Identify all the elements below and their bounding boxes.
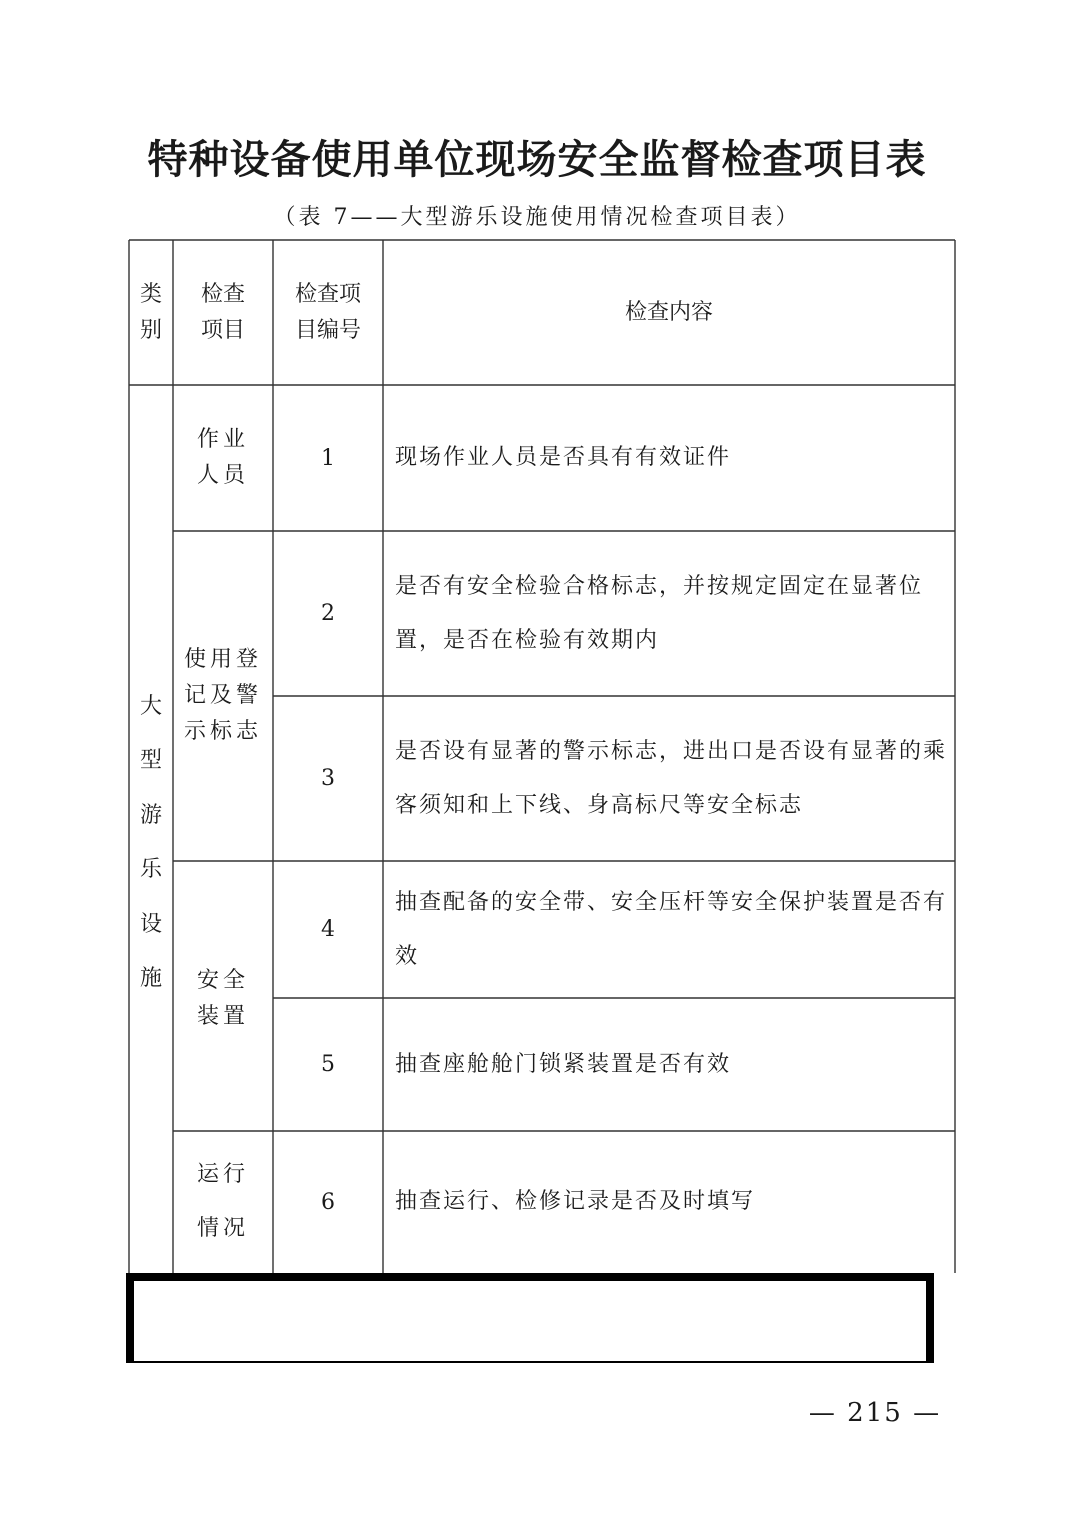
table-row-content: 现场作业人员是否具有有效证件 xyxy=(395,445,732,470)
black-frame-block xyxy=(126,1273,934,1363)
table-row-content: 是否有安全检验合格标志，并按规定固定在显著位置，是否在检验有效期内 xyxy=(395,573,924,653)
table-row-code: 6 xyxy=(321,1189,335,1215)
header-category: 类 别 xyxy=(139,281,162,343)
page-title: 特种设备使用单位现场安全监督检查项目表 xyxy=(147,137,927,183)
table-row-code: 4 xyxy=(321,917,335,942)
header-content: 检查内容 xyxy=(624,299,713,325)
table-row-content: 抽查座舱舱门锁紧装置是否有效 xyxy=(395,1051,732,1077)
group-label-operators: 作业 人员 xyxy=(196,427,249,488)
group-label-safety-devices: 安全 装置 xyxy=(196,968,249,1029)
header-item: 检查 项目 xyxy=(200,281,245,343)
table-row-code: 2 xyxy=(321,601,335,626)
table-row-content: 抽查配备的安全带、安全压杆等安全保护装置是否有效 xyxy=(395,889,948,969)
group-label-registration-signs: 使用登 记及警 示标志 xyxy=(183,647,262,744)
table-row-code: 5 xyxy=(321,1052,335,1077)
category-cell: 大 型 游 乐 设 施 xyxy=(139,693,162,991)
table-row-content: 是否设有显著的警示标志，进出口是否设有显著的乘客须知和上下线、身高标尺等安全标志 xyxy=(395,738,948,818)
page-number: — 215 — xyxy=(808,1398,942,1428)
header-code: 检查项 目编号 xyxy=(294,281,361,343)
table-subtitle: （表 7——大型游乐设施使用情况检查项目表） xyxy=(273,205,801,230)
group-label-operation-status: 运行 情况 xyxy=(196,1162,249,1241)
table-row-content: 抽查运行、检修记录是否及时填写 xyxy=(395,1189,756,1214)
table-row-code: 1 xyxy=(321,445,335,471)
table-row-code: 3 xyxy=(321,766,335,791)
